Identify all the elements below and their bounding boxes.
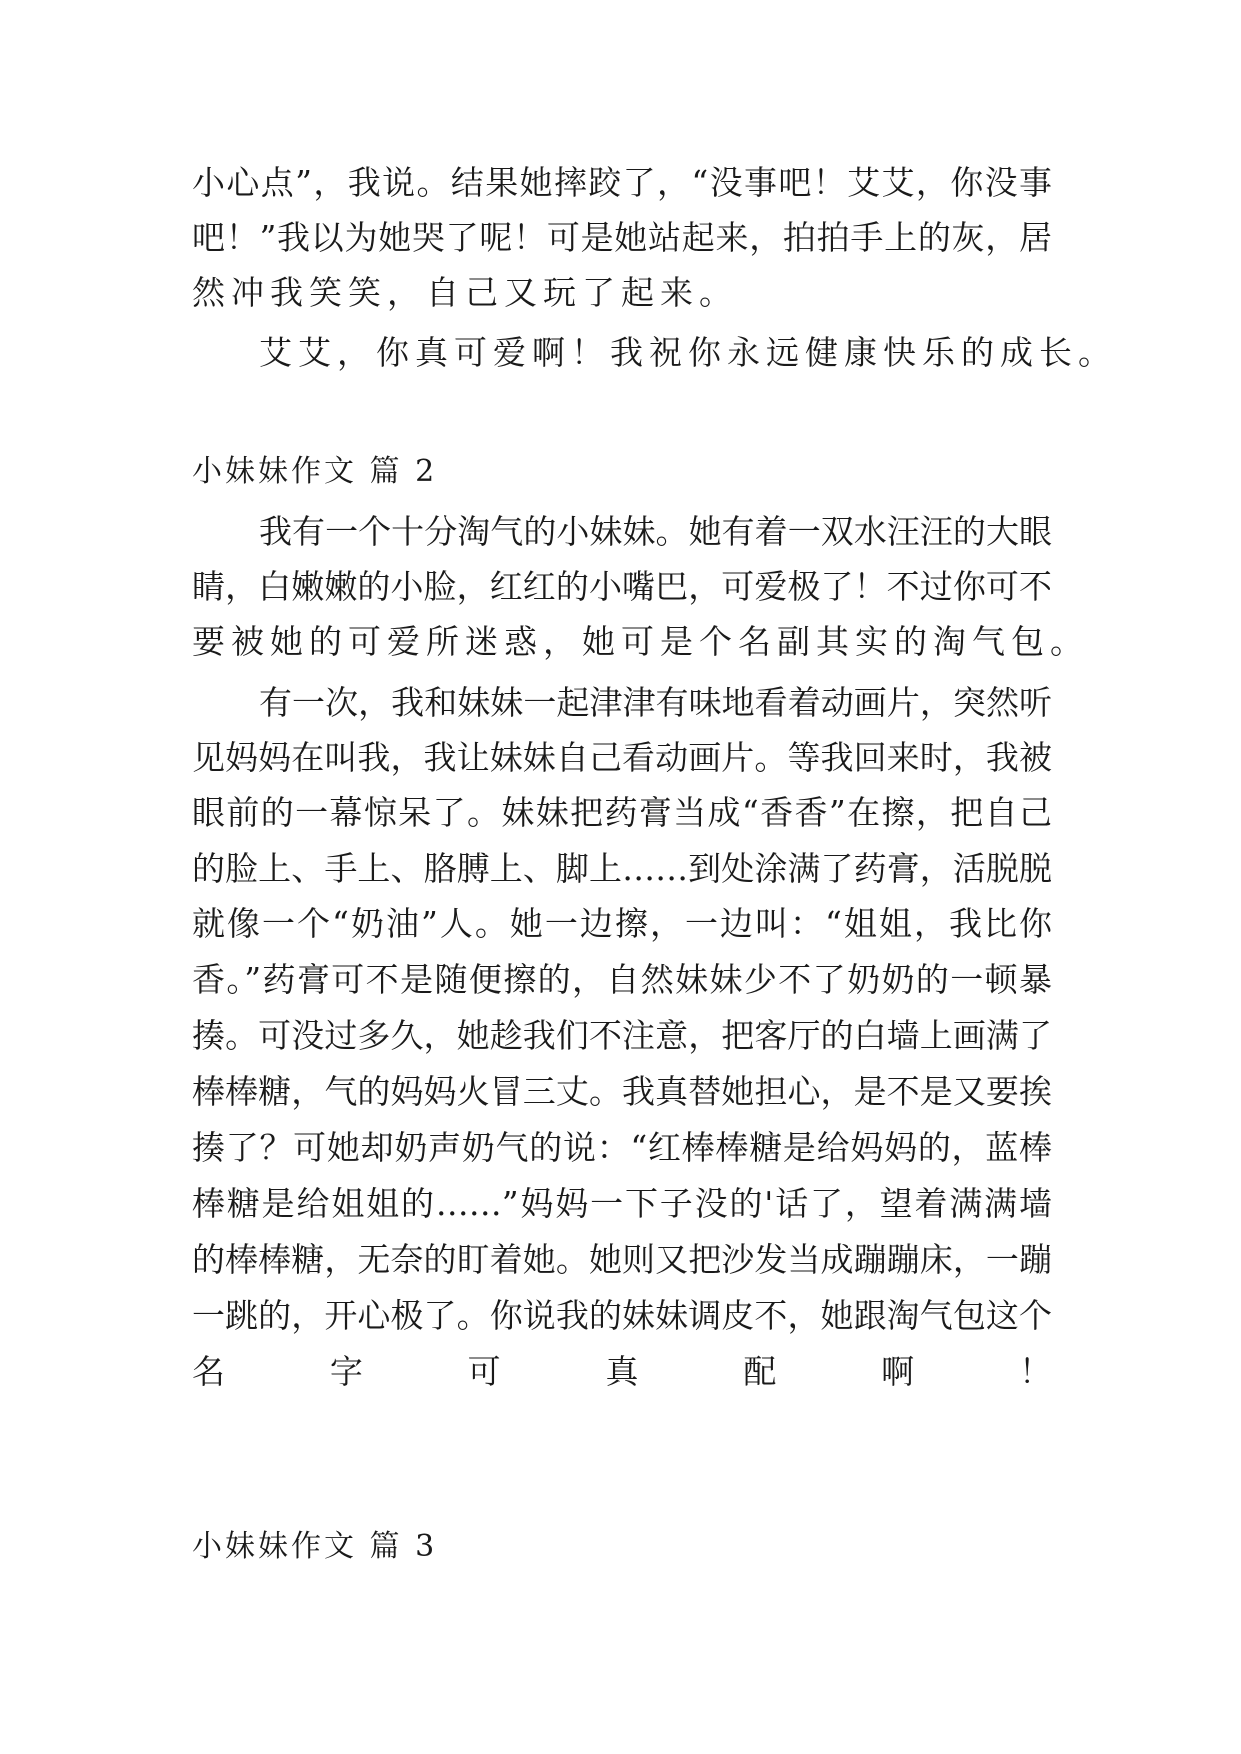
paragraph-line: 香。”药膏可不是随便擦的，自然妹妹少不了奶奶的一顿暴 bbox=[192, 960, 1052, 999]
paragraph-line: 小心点”，我说。结果她摔跤了，“没事吧！艾艾，你没事 bbox=[192, 163, 1052, 202]
section-heading: 小妹妹作文 篇 2 bbox=[192, 454, 438, 489]
paragraph-line: 睛，白嫩嫩的小脸，红红的小嘴巴，可爱极了！不过你可不 bbox=[192, 567, 1052, 606]
paragraph-line: 就像一个“奶油”人。她一边擦，一边叫：“姐姐，我比你 bbox=[192, 904, 1052, 943]
paragraph-line: 有一次，我和妹妹一起津津有味地看着动画片，突然听 bbox=[259, 683, 1052, 722]
paragraph-line: 棒棒糖，气的妈妈火冒三丈。我真替她担心，是不是又要挨 bbox=[192, 1072, 1052, 1111]
paragraph-line: 的棒棒糖，无奈的盯着她。她则又把沙发当成蹦蹦床，一蹦 bbox=[192, 1240, 1052, 1279]
paragraph-line: 吧！”我以为她哭了呢！可是她站起来，拍拍手上的灰，居 bbox=[192, 218, 1052, 257]
paragraph-line bbox=[192, 1408, 1052, 1448]
paragraph-line: 要被她的可爱所迷惑，她可是个名副其实的淘气包。 bbox=[192, 622, 1089, 661]
section-heading: 小妹妹作文 篇 3 bbox=[192, 1529, 438, 1564]
paragraph-line: 艾艾，你真可爱啊！我祝你永远健康快乐的成长。 bbox=[259, 333, 1117, 372]
paragraph-line: 然冲我笑笑，自己又玩了起来。 bbox=[192, 273, 738, 312]
paragraph-line: 见妈妈在叫我，我让妹妹自己看动画片。等我回来时，我被 bbox=[192, 738, 1052, 777]
paragraph-line: 棒糖是给姐姐的……”妈妈一下子没的'话了，望着满满墙 bbox=[192, 1184, 1052, 1223]
paragraph-line: 名字可真配啊！ bbox=[192, 1352, 1052, 1391]
paragraph-line: 眼前的一幕惊呆了。妹妹把药膏当成“香香”在擦，把自己 bbox=[192, 793, 1052, 832]
paragraph-line: 我有一个十分淘气的小妹妹。她有着一双水汪汪的大眼 bbox=[259, 512, 1052, 551]
paragraph-line: 揍了？可她却奶声奶气的说：“红棒棒糖是给妈妈的，蓝棒 bbox=[192, 1128, 1052, 1167]
paragraph-line: 揍。可没过多久，她趁我们不注意，把客厅的白墙上画满了 bbox=[192, 1016, 1052, 1055]
paragraph-line: 的脸上、手上、胳膊上、脚上……到处涂满了药膏，活脱脱 bbox=[192, 849, 1052, 888]
paragraph-line: 一跳的，开心极了。你说我的妹妹调皮不，她跟淘气包这个 bbox=[192, 1296, 1052, 1335]
